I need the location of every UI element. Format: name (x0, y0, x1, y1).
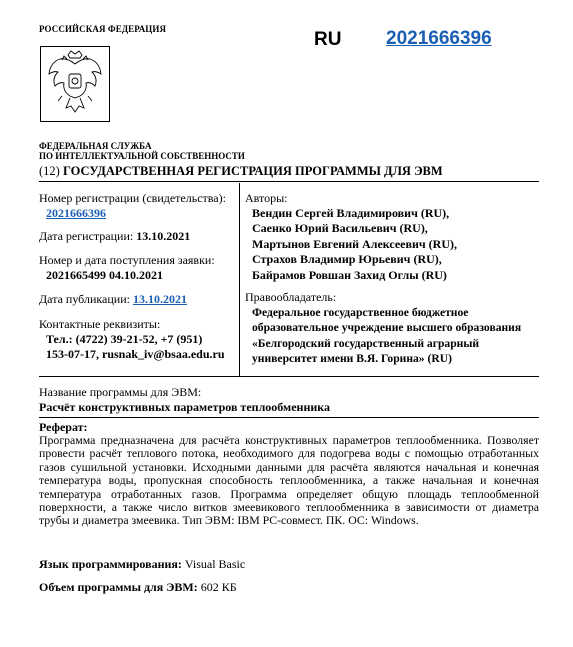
reg-date-value: 13.10.2021 (136, 229, 191, 243)
divider-lower (39, 417, 539, 418)
application-value: 2021665499 04.10.2021 (46, 268, 163, 282)
title-code: (12) (39, 164, 60, 178)
agency-line-1: ФЕДЕРАЛЬНАЯ СЛУЖБА (39, 141, 152, 151)
publication-label: Дата публикации: (39, 292, 130, 306)
size-row (39, 580, 237, 595)
coat-of-arms-emblem (40, 46, 110, 122)
contacts-line-1: Тел.: (4722) 39-21-52, +7 (951) (46, 332, 203, 346)
agency-line-2: ПО ИНТЕЛЛЕКТУАЛЬНОЙ СОБСТВЕННОСТИ (39, 151, 245, 161)
author-item: Вендин Сергей Владимирович (RU), (252, 206, 450, 220)
title-text: ГОСУДАРСТВЕННАЯ РЕГИСТРАЦИЯ ПРОГРАММЫ ДЛЯ ЭВМ (62, 164, 443, 178)
column-divider (239, 183, 240, 376)
abstract-text: Программа предназначена для расчёта конструктивных параметров теплообменника. Позволяет провести расчёт теплового потока, необходимого для подогрева воды с помощью отработанных газов сушильной установки. Исходными данными для расчёта являются начальная и конечная температура воды, пропускная способность теплообменника, а также начальная и конечная температура отработанных газов. Программа определяет общую площадь теплообменной поверхности, а также число витков змеевикового теплообменника в зависимости от диаметра трубы и диаметра змеевика. Тип ЭВМ: IBM PC-совмест. ПК. ОС: Windows. (39, 433, 539, 528)
document-number-link[interactable]: 2021666396 (386, 28, 492, 49)
publication-row (39, 292, 187, 307)
contacts-line-2: 153-07-17, rusnak_iv@bsaa.edu.ru (46, 347, 225, 361)
language-label: Язык программирования: (39, 557, 182, 571)
authors-label: Авторы: (245, 191, 288, 205)
application-label: Номер и дата поступления заявки: (39, 253, 215, 267)
owner-line: Федеральное государственное бюджетное (252, 306, 469, 319)
owner-text (252, 305, 521, 367)
language-value: Visual Basic (184, 557, 246, 571)
divider-top (39, 181, 539, 182)
program-name-label: Название программы для ЭВМ: (39, 385, 202, 399)
country-label: РОССИЙСКАЯ ФЕДЕРАЦИЯ (39, 24, 167, 34)
author-item: Байрамов Ровшан Захид Оглы (RU) (252, 267, 447, 282)
reg-number-label: Номер регистрации (свидетельства): (39, 191, 226, 205)
agency-name (39, 141, 245, 161)
owner-line: образовательное учреждение высшего образования (252, 321, 522, 335)
publication-date-link[interactable]: 13.10.2021 (132, 292, 187, 306)
author-item: Страхов Владимир Юрьевич (RU), (252, 252, 442, 267)
reg-date-row (39, 229, 190, 244)
authors-list (252, 206, 457, 283)
program-name: Расчёт конструктивных параметров теплообменника (39, 400, 331, 414)
owner-line: «Белгородский государственный аграрный (252, 336, 480, 350)
reg-number-link[interactable]: 2021666396 (46, 206, 106, 220)
divider-middle (39, 376, 539, 377)
contacts-label: Контактные реквизиты: (39, 317, 161, 331)
size-label: Объем программы для ЭВМ: (39, 580, 198, 594)
owner-label: Правообладатель: (245, 290, 337, 304)
author-item: Саенко Юрий Васильевич (RU), (252, 221, 428, 236)
document-title (39, 164, 443, 179)
author-item: Мартынов Евгений Алексеевич (RU), (252, 236, 457, 251)
abstract-label: Реферат: (39, 420, 88, 434)
reg-date-label: Дата регистрации: (39, 229, 134, 243)
ru-code: RU (314, 29, 342, 50)
language-row (39, 557, 245, 572)
owner-line: университет имени В.Я. Горина» (RU) (252, 352, 452, 366)
size-value: 602 КБ (200, 580, 237, 594)
